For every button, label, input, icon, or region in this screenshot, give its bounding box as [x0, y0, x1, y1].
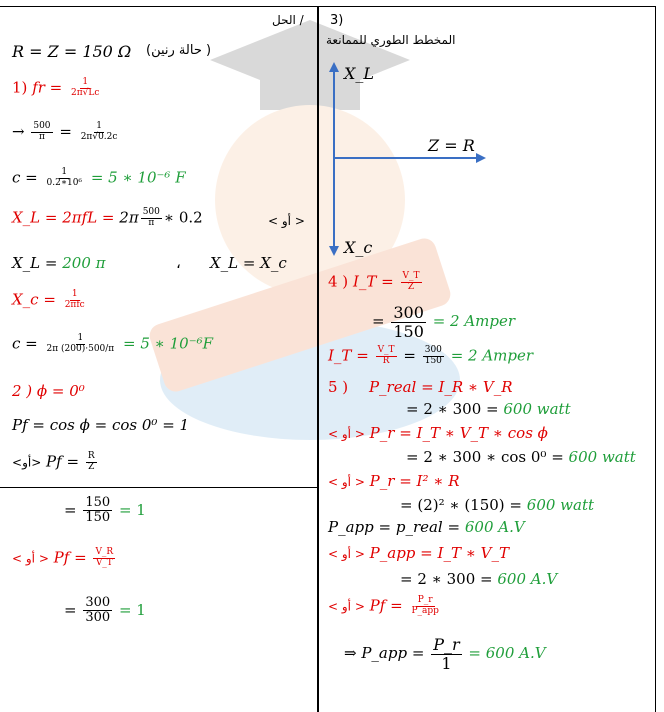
- fr-substitution: → $\frac{500}{\pi}$ = $\frac{1}{2\pi√0.2c}$: [12, 121, 118, 142]
- pf-power-ratio: < أو > Pf = $\frac{P\_r}{\text{P\_app}}$: [328, 595, 439, 616]
- phase-angle: 2 ) ϕ = 0⁰: [12, 382, 85, 400]
- phasor-diagram: [318, 60, 518, 260]
- left-row-divider: [0, 487, 318, 488]
- pf-result-1: = $\frac{150}{150}$ = 1: [64, 495, 146, 526]
- current-value: = $\frac{300}{150}$ = 2 Amper: [372, 303, 516, 341]
- comma-separator: ،: [176, 254, 181, 272]
- pf-result-2: = $\frac{300}{300}$ = 1: [64, 595, 146, 626]
- xc-axis-label: X_c: [344, 238, 373, 257]
- pf-ratio: <أو> Pf = $\frac{R}{Z}$: [12, 451, 95, 472]
- top-border: [0, 6, 656, 7]
- zr-axis-label: Z = R: [428, 136, 475, 155]
- xc-formula: X_c = $\frac{1}{\text{2πfc}}$: [12, 289, 85, 310]
- real-power-method-2: < أو > P_r = I_T ∗ V_T ∗ cos ϕ: [328, 424, 548, 442]
- question-number: 3): [330, 13, 344, 28]
- capacitance-equation: c = $\frac{1}{\text{0.2∗10⁶}}$ = 5 ∗ 10⁻⁶ F: [12, 167, 186, 188]
- current-formula: 4 ) I_T = $\frac{V\_T}{Z}$: [328, 271, 420, 292]
- apparent-power-method-2: < أو > P_app = I_T ∗ V_T: [328, 544, 510, 562]
- power-factor: Pf = cos ϕ = cos 0⁰ = 1: [12, 416, 190, 434]
- capacitance-second-method: c = $\frac{1}{2\pi (200)\cdot 500/\pi}$ = 5 ∗ 10⁻⁶F: [12, 333, 214, 354]
- pf-voltage-ratio: < أو > Pf = $\frac{V\_R}{V\_T}$: [12, 547, 114, 568]
- real-power-formula: 5 ) P_real = I_R ∗ V_R: [328, 378, 513, 396]
- apparent-power-final: ⇒ P_app = $\frac{P\_r}{1}$ = 600 A.V: [344, 635, 546, 673]
- real-power-value: = 2 ∗ 300 = 600 watt: [406, 400, 571, 418]
- apparent-power: P_app = p_real = 600 A.V: [328, 518, 525, 536]
- xl-formula: X_L = 2πfL = 2π $\frac{500}{\pi}$ ∗ 0.2: [12, 207, 203, 228]
- solution-heading: الحل /: [272, 13, 304, 27]
- real-power-value-3: = (2)² ∗ (150) = 600 watt: [400, 496, 595, 514]
- apparent-power-value: = 2 ∗ 300 = 600 A.V: [400, 570, 558, 588]
- xl-value: X_L = 200 π: [12, 254, 106, 272]
- current-second-method: I_T = $\frac{V\_T}{R}$ = $\frac{300}{150}$ = 2 Amper: [328, 345, 534, 366]
- resonance-condition: R = Z = 150 Ω: [12, 42, 132, 61]
- xl-axis-label: X_L: [344, 64, 375, 83]
- step-label: 1): [12, 78, 28, 97]
- or-marker: < أو >: [268, 214, 305, 228]
- xl-xc-relation: X_L = X_c: [210, 254, 287, 272]
- resonance-note: (حالة رنين ): [146, 43, 212, 58]
- diagram-title: المخطط الطوري للممانعة: [326, 33, 456, 47]
- right-border: [655, 6, 656, 712]
- real-power-method-3: < أو > P_r = I² ∗ R: [328, 472, 460, 490]
- real-power-value-2: = 2 ∗ 300 ∗ cos 0⁰ = 600 watt: [406, 448, 636, 466]
- fr-equation: 1) fr = $\frac{1}{2\pi√Lc}$: [12, 77, 100, 98]
